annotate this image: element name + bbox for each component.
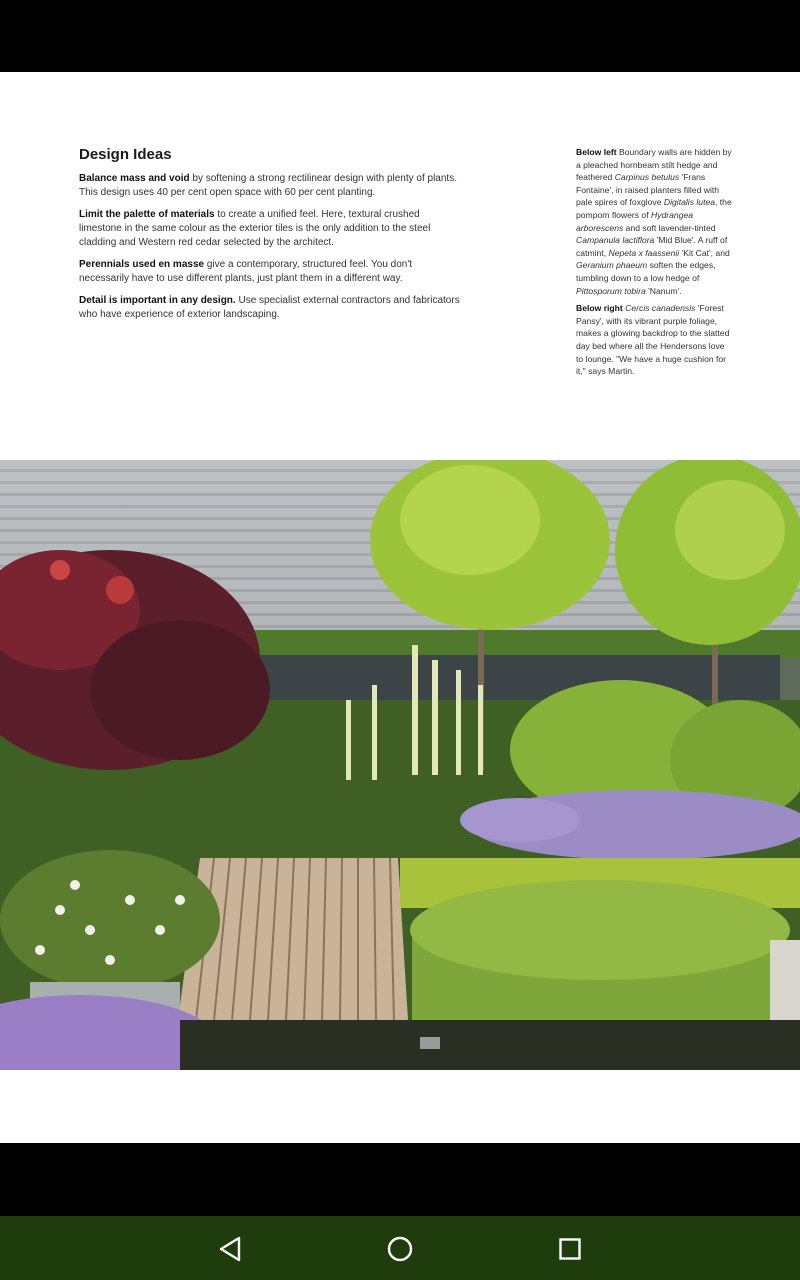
paragraph-lead: Perennials used en masse	[79, 259, 205, 270]
garden-photo-illustration	[0, 460, 800, 1070]
design-idea-paragraph	[79, 294, 464, 322]
paragraph-text: by softening a strong rectilinear design with plenty of plants. This design uses 40 per cent open space with 60 per cent planting.	[79, 173, 457, 198]
caption-below-left	[576, 146, 732, 297]
caption-below-right	[576, 302, 732, 378]
caption-italic: Campanula lactiflora	[576, 235, 655, 246]
design-idea-paragraph	[79, 208, 464, 250]
back-icon	[218, 1236, 242, 1262]
bottom-letterbox	[0, 1143, 800, 1216]
caption-italic: Geranium phaeum	[576, 260, 648, 271]
garden-photo	[0, 460, 800, 1070]
home-icon	[386, 1235, 414, 1263]
back-button[interactable]	[213, 1232, 247, 1266]
home-button[interactable]	[383, 1232, 417, 1266]
paragraph-lead: Limit the palette of materials	[79, 209, 215, 220]
caption-text: , the pompom flowers of	[576, 197, 732, 220]
recents-button[interactable]	[553, 1232, 587, 1266]
caption-italic: Nepeta x faassenii	[608, 247, 680, 258]
paragraph-text: Use specialist external contractors and fabricators who have experience of exterior landscaping.	[79, 295, 460, 320]
android-navigation-bar	[0, 1216, 800, 1280]
caption-text: 'Nanum'.	[645, 285, 682, 296]
paragraph-lead: Balance mass and void	[79, 173, 190, 184]
recents-icon	[558, 1237, 582, 1261]
caption-text: 'Forest Pansy', with its vibrant purple foliage, makes a glowing backdrop to the slatted day bed where all the Hendersons love to lounge. "We have a huge cushion for it," says Martin.	[576, 303, 730, 377]
paragraph-lead: Detail is important in any design.	[79, 295, 236, 306]
caption-italic: Pittosporum tobira	[576, 285, 646, 296]
design-idea-paragraph	[79, 172, 464, 200]
caption-italic: Digitalis lutea	[663, 197, 716, 208]
magazine-page	[0, 72, 800, 1143]
caption-italic: Carpinus betulus	[614, 172, 680, 183]
design-ideas-column	[79, 146, 464, 330]
caption-label: Below right	[576, 303, 623, 314]
page-title: Design Ideas	[79, 146, 172, 163]
caption-label: Below left	[576, 147, 617, 157]
caption-text: 'Kit Cat', and	[679, 247, 730, 258]
caption-text: soften the edges, tumbling down to a low hedge of	[576, 260, 716, 283]
photo-captions	[576, 146, 732, 383]
caption-text: Boundary walls are hidden by a pleached hornbeam stilt hedge and feathered	[576, 147, 732, 183]
paragraph-text: give a contemporary, structured feel. You don't necessarily have to use different plants, just plant them in a different way.	[79, 259, 413, 284]
caption-text: 'Mid Blue'. A ruff of catmint,	[576, 235, 728, 258]
caption-italic: Cercis canadensis	[622, 303, 696, 314]
paragraph-text: to create a unified feel. Here, textural crushed limestone in the same colour as the exterior tiles is the only addition to the steel cladding and Western red cedar selected by the architect.	[79, 209, 431, 248]
caption-text: 'Frans Fontaine', in raised planters filled with pale spires of foxglove	[576, 172, 720, 208]
caption-text: and soft lavender-tinted	[623, 222, 716, 233]
caption-italic: Hydrangea arborescens	[576, 209, 694, 233]
design-idea-paragraph	[79, 258, 464, 286]
